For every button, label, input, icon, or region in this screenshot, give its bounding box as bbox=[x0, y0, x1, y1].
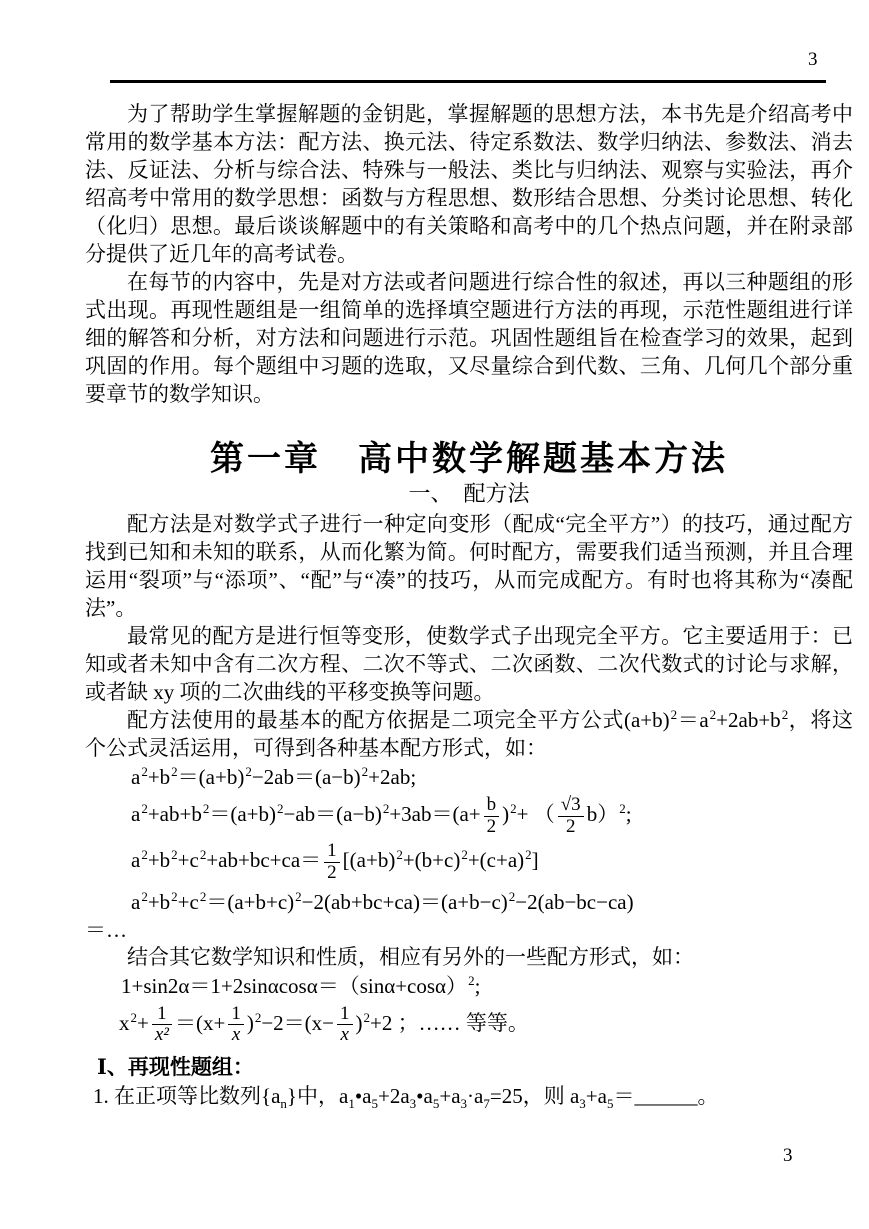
formula-4-continuation: ＝… bbox=[85, 917, 127, 942]
formula-6-reciprocal: $x^2+$ $\frac{1}{\text{x²}}$ ＝(x+ $\frac{1}{x}$ )$^2$−2＝(x− $\frac{1}{x}$ )$^2$+2 ；…… 等等。 bbox=[119, 1002, 529, 1046]
problem-1: 1. 在正项等比数列$\{a_n\}$中，$a_1•a_5+2a_3•a_5+a_3\cdot a_7=25$，则 $a_3+a_5=\_\_\_\_\_\_$。 bbox=[93, 1084, 719, 1112]
page-content bbox=[85, 100, 853, 1111]
problem-group-title: Ⅰ、再现性题组： bbox=[97, 1055, 254, 1080]
page-number-top: 3 bbox=[808, 49, 818, 70]
formula-1: $a^2+b^2=(a+b)^2-2ab=(a-b)^2+2ab$; bbox=[131, 764, 417, 789]
formula-3: $a^2+b^2+c^2+ab+bc+ca=$ $\frac{1}{2}$ $[(a+b)^2+(b+c)^2+(c+a)^2]$ bbox=[131, 839, 539, 883]
header-rule bbox=[110, 80, 826, 83]
formula-5-trig: $1+\sin 2\alpha=1+2\sin\alpha\cos\alpha=(\sin\alpha+\cos\alpha)^2$; bbox=[121, 972, 481, 998]
intro-paragraph-1: 为了帮助学生掌握解题的金钥匙，掌握解题的思想方法，本书先是介绍高考中常用的数学基本方法：配方法、换元法、待定系数法、数学归纳法、参数法、消去法、反证法、分析与综合法、特殊与一般法、类比与归纳法、观察与实验法，再介绍高考中常用的数学思想：函数与方程思想、数形结合思想、分类讨论思想、转化（化归）思想。最后谈谈解题中的有关策略和高考中的几个热点问题，并在附录部分提供了近几年的高考试卷。 bbox=[85, 102, 853, 266]
method-paragraph-1: 配方法是对数学式子进行一种定向变形（配成“完全平方”）的技巧，通过配方找到已知和未知的联系，从而化繁为简。何时配方，需要我们适当预测，并且合理运用“裂项”与“添项”、“配”与“凑”的技巧，从而完成配方。有时也将其称为“凑配法”。 bbox=[85, 512, 853, 620]
chapter-title: 第一章 高中数学解题基本方法 bbox=[210, 441, 728, 478]
other-forms-paragraph: 结合其它数学知识和性质，相应有另外的一些配方形式，如： bbox=[127, 944, 694, 969]
formula-2: $a^2+ab+b^2=(a+b)^2-ab=(a-b)^2+3ab=(a+$ $\frac{b}{2}$ )$^2$+ （ $\frac{√3}{2}$ b）$^2$; bbox=[131, 794, 632, 837]
method-paragraph-3: 配方法使用的最基本的配方依据是二项完全平方公式$(a+b)^2=a^2+2ab+b^2$，将这个公式灵活运用，可得到各种基本配方形式，如： bbox=[85, 707, 854, 760]
section-title: 一、 配方法 bbox=[408, 481, 530, 506]
formula-4: $a^2+b^2+c^2=(a+b+c)^2-2(ab+bc+ca)=(a+b-c)^2-2(ab-bc-ca)$ bbox=[131, 888, 634, 914]
intro-paragraph-2: 在每节的内容中，先是对方法或者问题进行综合性的叙述，再以三种题组的形式出现。再现性题组是一组简单的选择填空题进行方法的再现，示范性题组进行详细的解答和分析，对方法和问题进行示范。巩固性题组旨在检查学习的效果，起到巩固的作用。每个题组中习题的选取，又尽量综合到代数、三角、几何几个部分重要章节的数学知识。 bbox=[85, 270, 853, 406]
method-paragraph-2: 最常见的配方是进行恒等变形，使数学式子出现完全平方。它主要适用于：已知或者未知中含有二次方程、二次不等式、二次函数、二次代数式的讨论与求解，或者缺 xy 项的二次曲线的平移变换等问题。 bbox=[85, 624, 853, 704]
page-number-bottom: 3 bbox=[783, 1145, 793, 1166]
